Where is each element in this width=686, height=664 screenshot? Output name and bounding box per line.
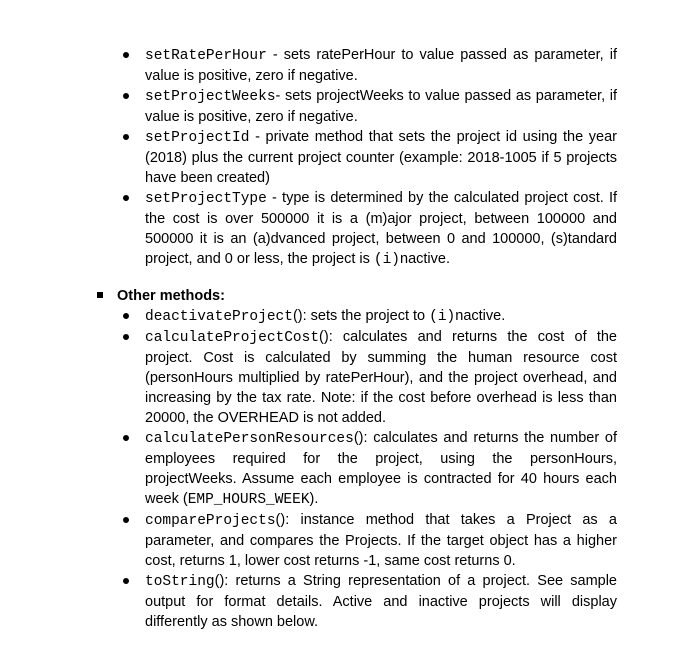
method-name: deactivateProject: [145, 309, 293, 325]
other-methods-list: [145, 306, 617, 632]
setter-methods-list: [145, 45, 617, 270]
method-name: setProjectId: [145, 130, 250, 146]
list-item: toString(): returns a String representation of a project. See sample output for format details. Active and inactive projects will display differently as shown below.: [145, 573, 617, 630]
method-name: setProjectType: [145, 191, 267, 207]
method-name: toString: [145, 574, 215, 590]
method-name: setRatePerHour: [145, 48, 267, 64]
list-item: setRatePerHour - sets ratePerHour to value passed as parameter, if value is positive, zero if negative.: [145, 47, 617, 84]
list-item: deactivateProject(): sets the project to (i)nactive.: [145, 306, 617, 327]
list-item: setProjectId - private method that sets the project id using the year (2018) plus the current project counter (example: 2018-1005 if 5 projects have been created): [145, 129, 617, 186]
list-item: calculateProjectCost(): calculates and returns the cost of the project. Cost is calculated by summing the human resource cost (personHours multiplied by ratePerHour), and the project overhead, and increasing by the tax rate. Note: if the cost before overhead is less than 20000, the OVERHEAD is not added.: [145, 329, 617, 426]
method-name: compareProjects: [145, 513, 276, 529]
list-item: setProjectType - type is determined by the calculated project cost. If the cost is over 500000 it is a (m)ajor project, between 100000 and 500000 it is an (a)dvanced project, between 0 and 100000, (s)tandard project, and 0 or less, the project is (i)nactive.: [145, 190, 617, 268]
square-bullet-icon: [97, 292, 103, 298]
list-item: setProjectWeeks- sets projectWeeks to value passed as parameter, if value is positive, zero if negative.: [145, 88, 617, 125]
method-name: calculatePersonResources: [145, 431, 354, 447]
method-name: calculateProjectCost: [145, 330, 320, 346]
method-name: setProjectWeeks: [145, 89, 276, 105]
list-item: compareProjects(): instance method that takes a Project as a parameter, and compares the Projects. If the target object has a higher cost, returns 1, lower cost returns -1, same cost returns 0.: [145, 512, 617, 569]
section-heading: Other methods:: [97, 286, 225, 306]
list-item: calculatePersonResources(): calculates and returns the number of employees required for the project, using the personHours, projectWeeks. Assume each employee is contracted for 40 hours each week (EMP_HOURS_WEEK).: [145, 430, 617, 508]
